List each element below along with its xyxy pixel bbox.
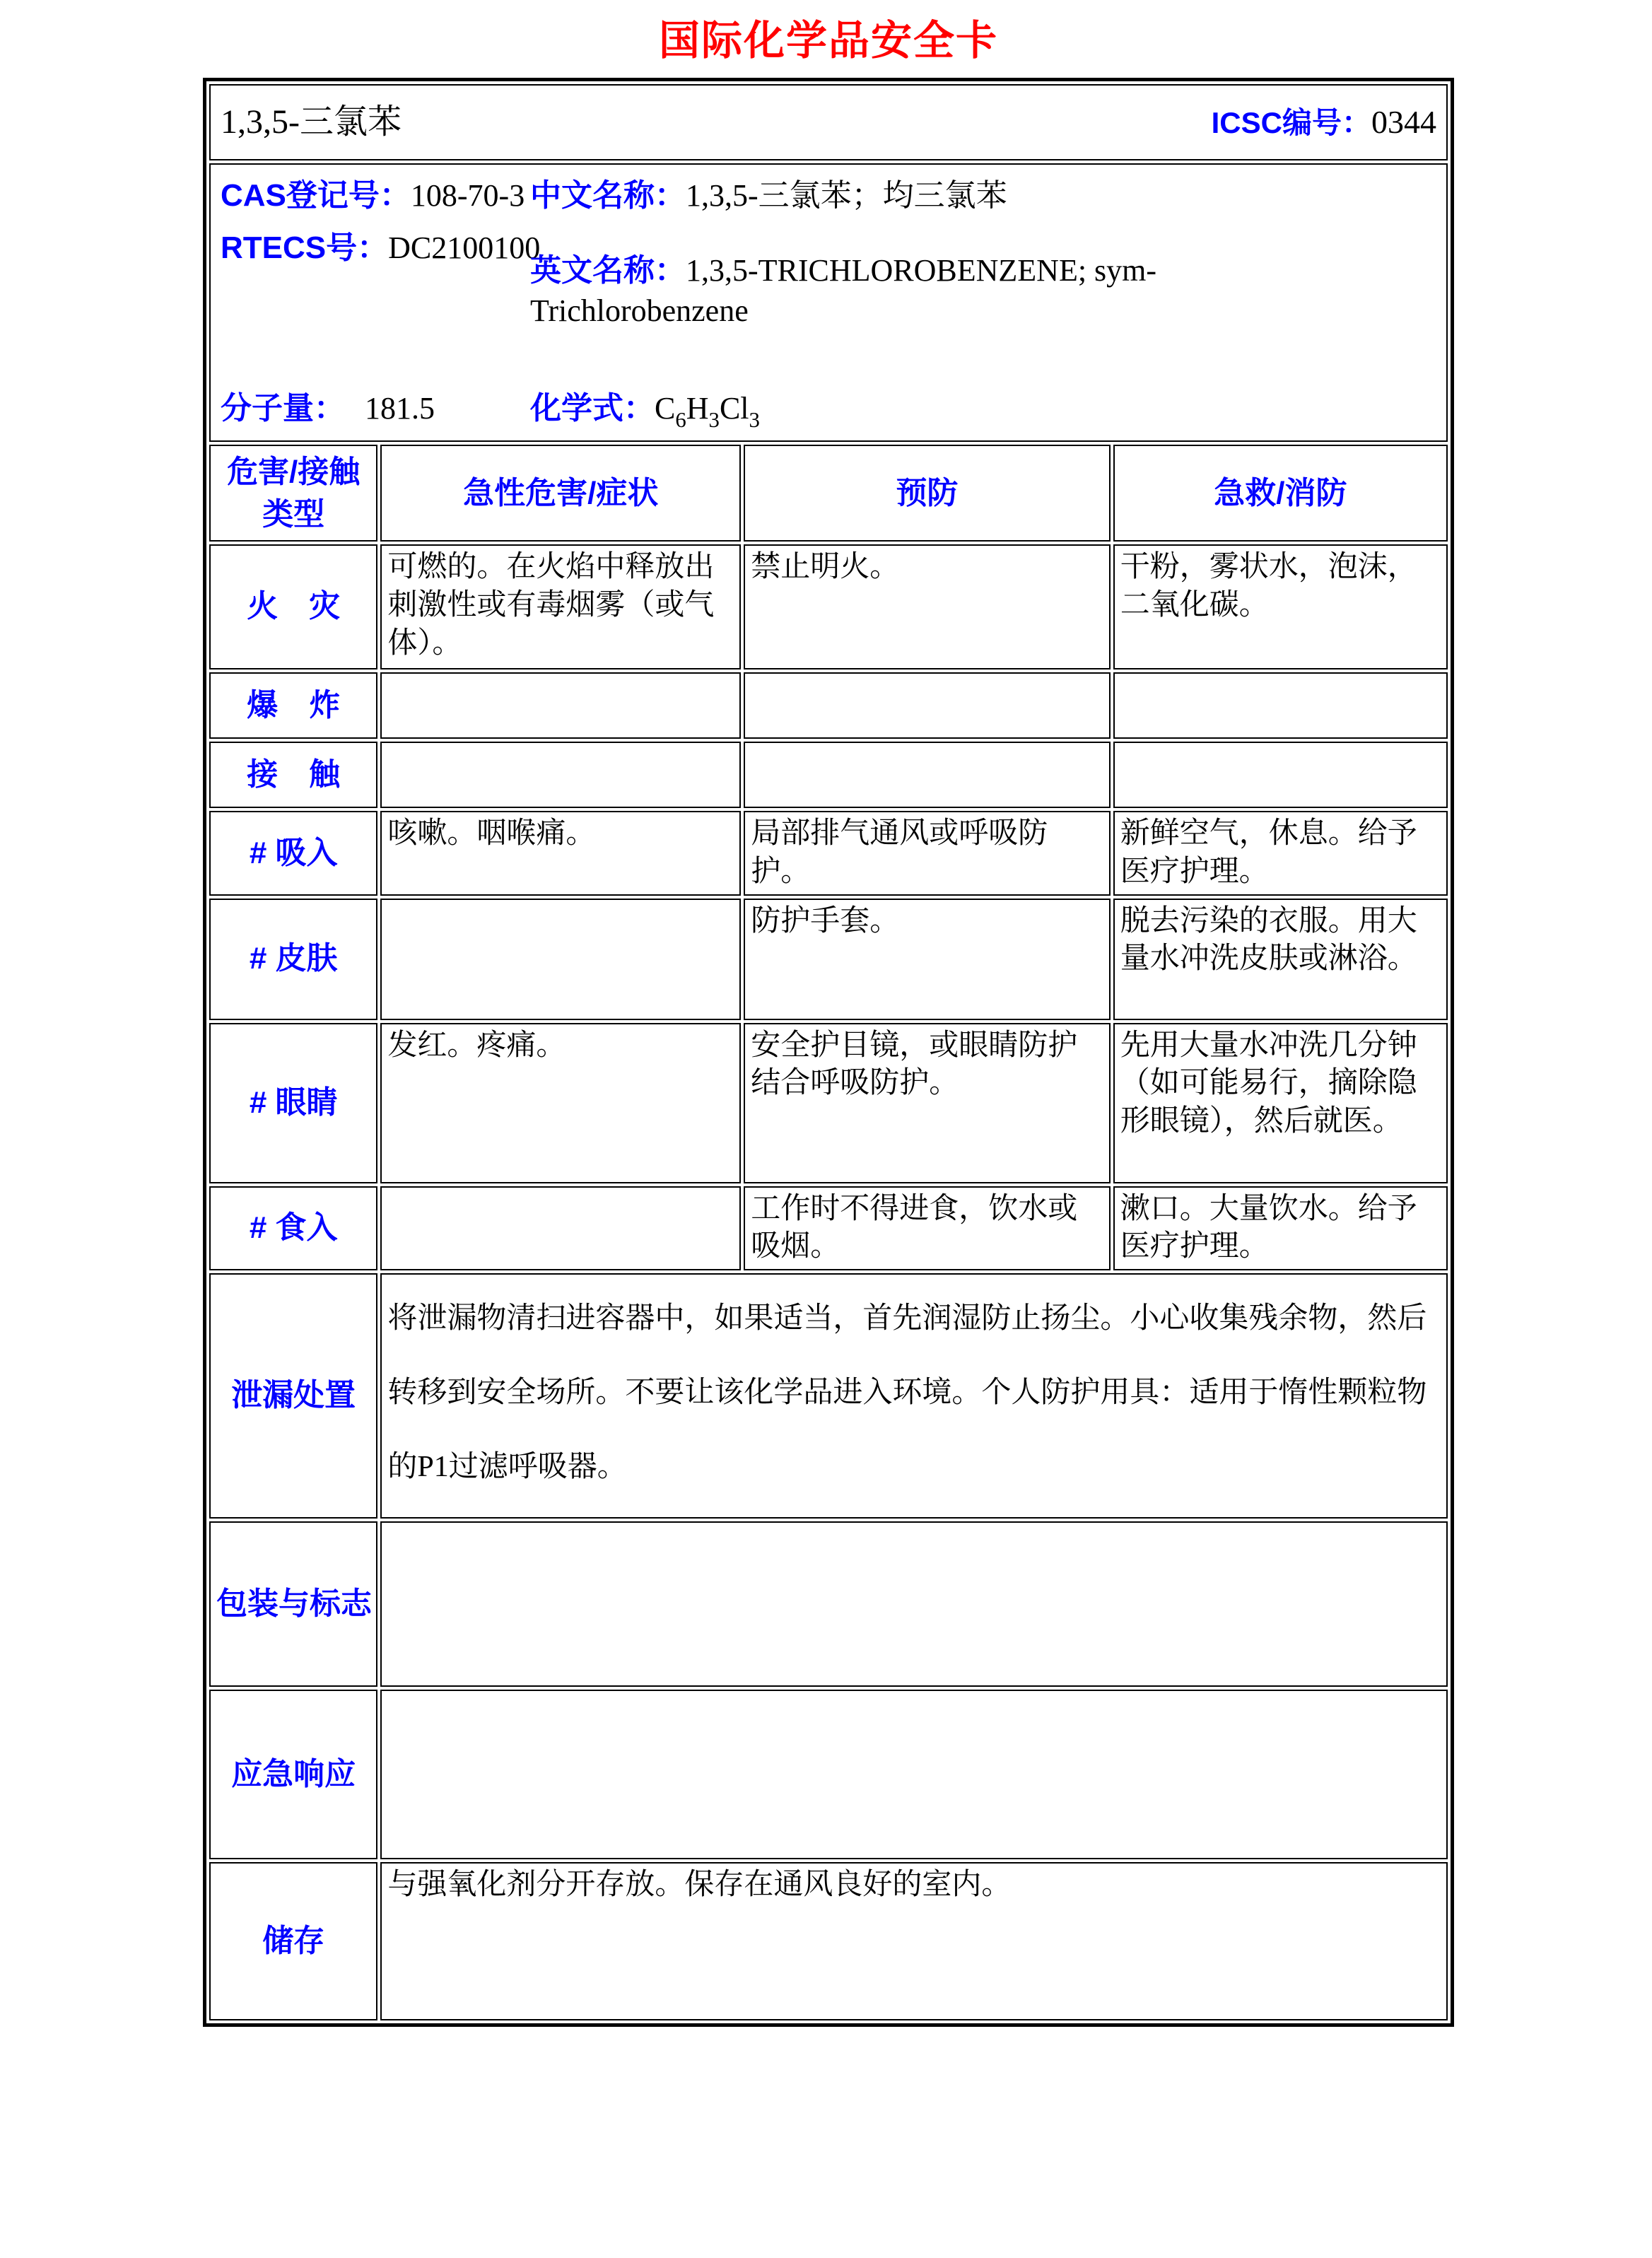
- icsc-number-value: 0344: [1371, 103, 1436, 140]
- hazard-header-row: [209, 445, 1448, 542]
- formula-line: [530, 389, 760, 432]
- row-label-exposure: 接 触: [209, 742, 377, 808]
- row-label-explosion: 爆 炸: [209, 672, 377, 739]
- table-row-spillage: [209, 1273, 1448, 1519]
- cas-line: [221, 176, 525, 216]
- exposure-symptoms-cell: [380, 742, 741, 808]
- explosion-firstaid-cell: [1113, 672, 1448, 739]
- row-label-inhalation: # 吸入: [209, 811, 377, 896]
- column-header-prevention: 预防: [744, 445, 1111, 542]
- ingestion-prevention-cell: 工作时不得进食，饮水或吸烟。: [744, 1186, 1111, 1271]
- formula-value: $C_6H_3Cl_3$: [655, 391, 760, 432]
- inhalation-prevention-cell: 局部排气通风或呼吸防护。: [744, 811, 1111, 896]
- icsc-number-group: [1212, 102, 1436, 144]
- fire-firstaid-cell: 干粉，雾状水，泡沫，二氧化碳。: [1113, 544, 1448, 669]
- row-label-storage: 储存: [209, 1862, 377, 2020]
- row-label-eyes: # 眼睛: [209, 1023, 377, 1183]
- explosion-prevention-cell: [744, 672, 1111, 739]
- row-label-skin: # 皮肤: [209, 899, 377, 1020]
- table-row-storage: [209, 1862, 1448, 2020]
- page-title: 国际化学品安全卡: [658, 18, 998, 64]
- column-header-firstaid: 急救/消防: [1113, 445, 1448, 542]
- emergency-content-cell: [380, 1690, 1448, 1859]
- english-name-label: 英文名称：: [530, 253, 686, 288]
- table-row-explosion: [209, 672, 1448, 739]
- row-label-spillage: 泄漏处置: [209, 1273, 377, 1519]
- skin-prevention-cell: 防护手套。: [744, 899, 1111, 1020]
- chinese-name-line: [530, 176, 1007, 216]
- icsc-number-label: ICSC编号：: [1211, 105, 1371, 139]
- row-label-packaging: 包装与标志: [209, 1521, 377, 1687]
- chinese-name-label: 中文名称：: [530, 178, 686, 213]
- table-row-exposure: [209, 742, 1448, 808]
- title-row: [209, 84, 1448, 160]
- eyes-prevention-cell: 安全护目镜，或眼睛防护结合呼吸防护。: [744, 1023, 1111, 1183]
- icsc-card-table: [203, 78, 1454, 2027]
- ingestion-firstaid-cell: 漱口。大量饮水。给予医疗护理。: [1113, 1186, 1448, 1271]
- name-icsc-cell: [209, 84, 1448, 160]
- rtecs-label: RTECS号：: [221, 230, 389, 265]
- row-label-fire: 火 灾: [209, 544, 377, 669]
- table-row-eyes: [209, 1023, 1448, 1183]
- ingestion-symptoms-cell: [380, 1186, 741, 1271]
- eyes-symptoms-cell: 发红。疼痛。: [380, 1023, 741, 1183]
- fire-prevention-cell: 禁止明火。: [744, 544, 1111, 669]
- exposure-prevention-cell: [744, 742, 1111, 808]
- table-row-fire: [209, 544, 1448, 669]
- cas-value: 108-70-3: [410, 178, 525, 213]
- inhalation-symptoms-cell: 咳嗽。咽喉痛。: [380, 811, 741, 896]
- inhalation-firstaid-cell: 新鲜空气，休息。给予医疗护理。: [1113, 811, 1448, 896]
- table-row-emergency: [209, 1690, 1448, 1859]
- skin-symptoms-cell: [380, 899, 741, 1020]
- exposure-firstaid-cell: [1113, 742, 1448, 808]
- column-header-hazard-type: 危害/接触类型: [209, 445, 377, 542]
- eyes-firstaid-cell: 先用大量水冲洗几分钟（如可能易行，摘除隐形眼镜），然后就医。: [1113, 1023, 1448, 1183]
- identifiers-row: [209, 163, 1448, 442]
- chinese-name-value: 1,3,5-三氯苯；均三氯苯: [686, 178, 1007, 213]
- row-label-ingestion: # 食入: [209, 1186, 377, 1271]
- table-row-packaging: [209, 1521, 1448, 1687]
- molweight-line: [221, 389, 435, 429]
- table-row-inhalation: [209, 811, 1448, 896]
- fire-symptoms-cell: 可燃的。在火焰中释放出刺激性或有毒烟雾（或气体）。: [380, 544, 741, 669]
- table-row-ingestion: [209, 1186, 1448, 1271]
- spillage-content-cell: 将泄漏物清扫进容器中，如果适当，首先润湿防止扬尘。小心收集残余物，然后转移到安全场所。不要让该化学品进入环境。个人防护用具：适用于惰性颗粒物的P1过滤呼吸器。: [380, 1273, 1448, 1519]
- skin-firstaid-cell: 脱去污染的衣服。用大量水冲洗皮肤或淋浴。: [1113, 899, 1448, 1020]
- rtecs-line: [221, 228, 540, 269]
- molweight-value: 181.5: [365, 391, 435, 426]
- row-label-emergency: 应急响应: [209, 1690, 377, 1859]
- table-row-skin: [209, 899, 1448, 1020]
- identifiers-cell: [209, 163, 1448, 442]
- storage-content-cell: 与强氧化剂分开存放。保存在通风良好的室内。: [380, 1862, 1448, 2020]
- column-header-symptoms: 急性危害/症状: [380, 445, 741, 542]
- packaging-content-cell: [380, 1521, 1448, 1687]
- explosion-symptoms-cell: [380, 672, 741, 739]
- substance-name: 1,3,5-三氯苯: [221, 103, 402, 141]
- formula-label: 化学式：: [530, 391, 655, 426]
- english-name-line: [530, 251, 1244, 332]
- english-name-value: 1,3,5-TRICHLOROBENZENE; sym-Trichlorobenzene: [530, 253, 1157, 328]
- rtecs-value: DC2100100: [388, 230, 541, 265]
- cas-label: CAS登记号：: [221, 178, 411, 213]
- molweight-label: 分子量：: [221, 391, 345, 426]
